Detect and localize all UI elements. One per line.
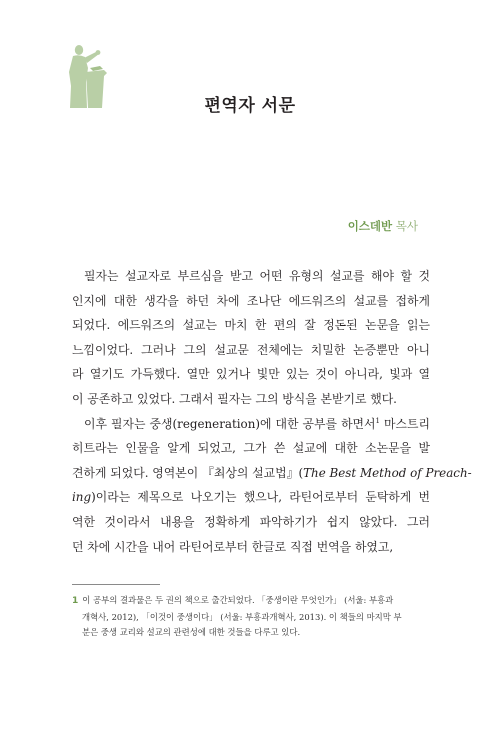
page-title: 편역자 서문 xyxy=(204,96,296,116)
book-title-italic: ing xyxy=(72,490,92,505)
body-line: 되었다. 에드워즈의 설교는 마치 한 편의 잘 정돈된 논문을 읽는 xyxy=(72,318,430,333)
body-line: 느낌이었다. 그러나 그의 설교문 전체에는 치밀한 논증뿐만 아니 xyxy=(72,342,430,357)
author-byline xyxy=(348,218,418,234)
author-role: 목사 xyxy=(395,219,418,233)
body-line: 라 열기도 가득했다. 열만 있거나 빛만 있는 것이 아니라, 빛과 열 xyxy=(72,367,431,382)
body-line xyxy=(72,485,430,510)
body-line xyxy=(72,461,472,486)
footnote xyxy=(72,593,430,641)
body-text: )이라는 제목으로 나오기는 했으나, 라틴어로부터 둔탁하게 번 xyxy=(91,490,430,505)
footnote-line: 분은 중생 교리와 설교의 관련성에 대한 것들을 다루고 있다. xyxy=(82,627,301,638)
body-line: 던 차에 시간을 내어 라틴어로부터 한글로 직접 번역을 하였고, xyxy=(72,539,394,554)
author-name: 이스데반 xyxy=(347,219,393,233)
body-text: 견하게 되었다. 영역본이 『최상의 설교법』( xyxy=(72,465,304,480)
body-line: 역한 것이라서 내용을 정확하게 파악하기가 쉽지 않았다. 그러 xyxy=(72,514,430,529)
body-text: 이후 필자는 중생(regeneration)에 대한 공부를 하면서 xyxy=(84,416,376,431)
preface-body xyxy=(72,264,472,559)
footnote-divider xyxy=(72,584,160,585)
body-line: 필자는 설교자로 부르심을 받고 어떤 유형의 설교를 해야 할 것 xyxy=(84,269,430,283)
body-line: 인지에 대한 생각을 하던 차에 조나단 에드워즈의 설교를 접하게 xyxy=(72,293,430,308)
footnote-line xyxy=(72,593,430,610)
footnote-number: 1 xyxy=(72,596,79,606)
body-line: 히트라는 인물을 알게 되었고, 그가 쓴 설교에 대한 소논문을 발 xyxy=(72,441,430,456)
footnote-ref[interactable]: 1 xyxy=(375,416,380,425)
body-line: 이 공존하고 있었다. 그래서 필자는 그의 방식을 본받기로 했다. xyxy=(72,391,397,406)
body-line xyxy=(72,412,430,437)
footnote-text: 이 공부의 결과물은 두 권의 책으로 출간되었다. 「중생이란 무엇인가」 (서울: 부흥과 xyxy=(82,595,394,605)
book-title-italic: The Best Method of Preach- xyxy=(303,465,472,480)
body-text: 마스트리 xyxy=(380,416,430,431)
footnote-line: 개혁사, 2012), 「이것이 중생이다」 (서울: 부흥과개혁사, 2013). 이 책들의 마지막 부 xyxy=(82,611,402,622)
